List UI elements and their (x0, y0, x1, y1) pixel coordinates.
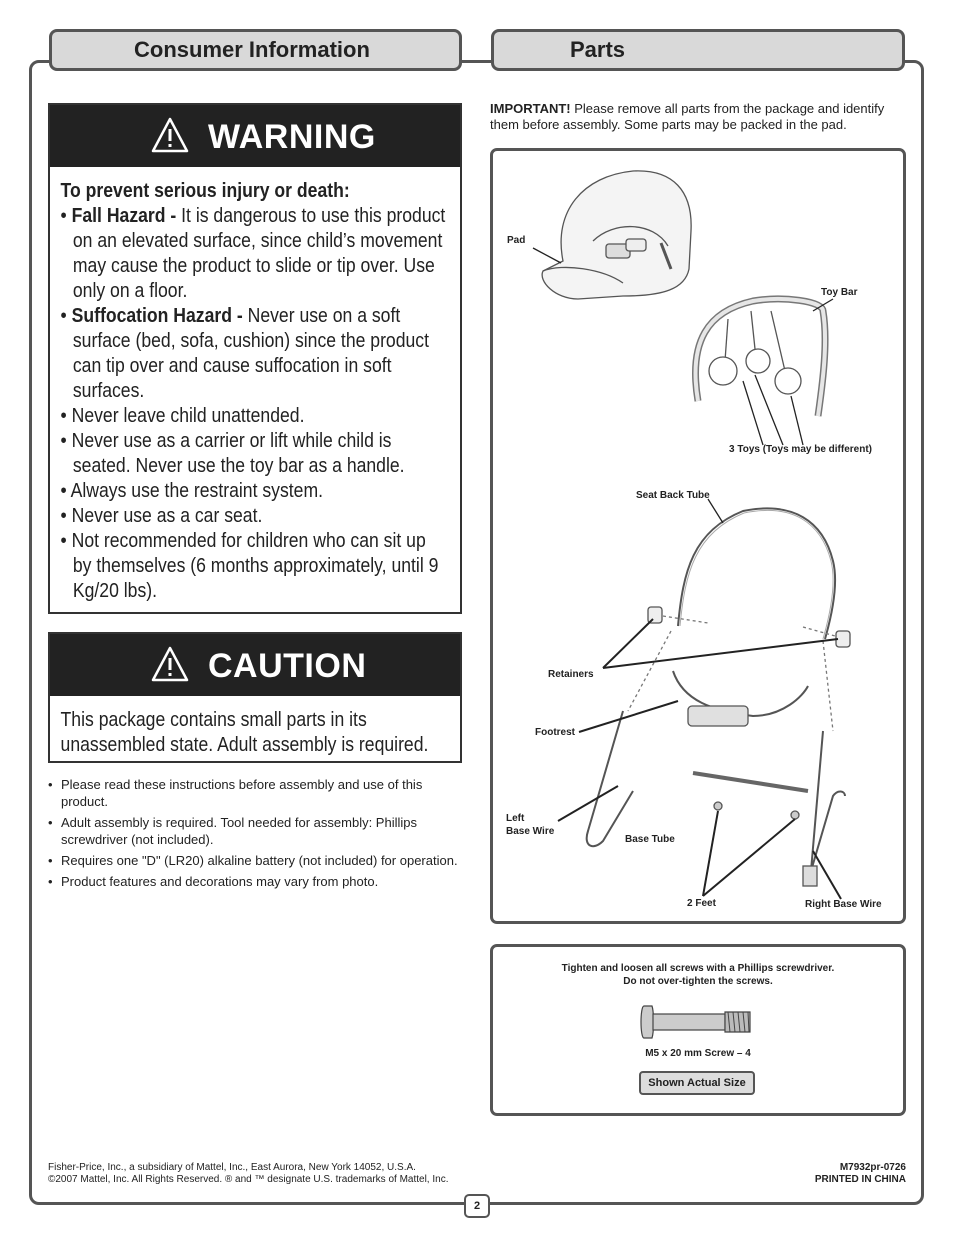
parts-illustration (493, 151, 903, 921)
footer-copyright (48, 1162, 448, 1186)
toy-3 (775, 368, 801, 394)
tab-parts-label: Parts (570, 37, 626, 62)
warning-item: • Suffocation Hazard - Never use on a soft surface (bed, sofa, cushion) since the product can tip over and cause suffocation in soft surfaces. (60, 305, 429, 402)
screw-caption: M5 x 20 mm Screw – 4 (645, 1048, 751, 1059)
warning-triangle-icon (150, 116, 190, 154)
screw-instruction-2: Do not over-tighten the screws. (623, 976, 773, 987)
consumer-notes (48, 776, 468, 894)
toy-2 (746, 349, 770, 373)
parts-box (490, 148, 906, 924)
caution-header (50, 634, 460, 696)
footer-code (815, 1162, 906, 1186)
tab-parts (491, 29, 905, 71)
screw-instruction-1: Tighten and loosen all screws with a Phillips screwdriver. (561, 963, 835, 974)
important-label: IMPORTANT! (490, 101, 571, 116)
important-note (490, 101, 910, 133)
footer-rights: ©2007 Mattel, Inc. All Rights Reserved. ® and ™ designate U.S. trademarks of Mattel, Inc. (48, 1174, 449, 1185)
label-left-base-wire-line1: Left (506, 813, 525, 824)
label-base-tube: Base Tube (625, 834, 675, 845)
label-footrest: Footrest (535, 727, 575, 738)
page-number: 2 (464, 1194, 490, 1218)
note-item: • Requires one "D" (LR20) alkaline battery (not included) for operation. (48, 852, 468, 869)
warning-item: • Never leave child unattended. (60, 405, 305, 427)
toy-1 (709, 357, 737, 385)
seat-back-tube-illustration (678, 508, 835, 639)
note-item: • Please read these instructions before assembly and use of this product. (48, 776, 468, 810)
footer-origin: PRINTED IN CHINA (814, 1174, 906, 1185)
warning-item: • Always use the restraint system. (60, 480, 324, 502)
note-item: • Product features and decorations may vary from photo. (48, 873, 468, 890)
warning-title: WARNING (208, 118, 376, 156)
base-tube-illustration (693, 773, 808, 791)
label-right-base-wire: Right Base Wire (805, 899, 882, 910)
important-text: Please remove all parts from the package and identify them before assembly. Some parts may be packed in the pad. (490, 101, 885, 132)
caution-title: CAUTION (208, 647, 367, 685)
warning-item: • Fall Hazard - It is dangerous to use this product on an elevated surface, since child’s movement may cause the product to slide or tip over. Use only on a floor. (60, 205, 446, 302)
screw-box (490, 944, 906, 1116)
left-base-wire-illustration (587, 711, 633, 846)
label-left-base-wire-line2: Base Wire (506, 826, 555, 837)
label-feet: 2 Feet (687, 898, 716, 909)
tab-consumer-information-label: Consumer Information (134, 37, 370, 62)
right-base-wire-illustration (811, 731, 845, 871)
warning-body (50, 167, 460, 604)
shown-actual-size-badge: Shown Actual Size (639, 1071, 755, 1095)
label-toy-bar: Toy Bar (821, 287, 858, 298)
label-toys: 3 Toys (Toys may be different) (729, 444, 872, 455)
warning-header (50, 105, 460, 167)
caution-text: This package contains small parts in its unassembled state. Adult assembly is required. (60, 709, 429, 756)
label-seat-back-tube: Seat Back Tube (636, 490, 710, 501)
label-retainers: Retainers (548, 669, 594, 680)
warning-item: • Never use as a carrier or lift while child is seated. Never use the toy bar as a handle. (60, 430, 405, 477)
caution-triangle-icon (150, 645, 190, 683)
label-pad: Pad (507, 235, 526, 246)
warning-item: • Not recommended for children who can sit up by themselves (6 months approximately, until 9 Kg/20 lbs). (60, 530, 439, 602)
caution-box (48, 632, 462, 763)
warning-box (48, 103, 462, 614)
screw-icon (638, 1002, 758, 1042)
footer-part-number: M7932pr-0726 (839, 1162, 906, 1173)
note-item: • Adult assembly is required. Tool needed for assembly: Phillips screwdriver (not included). (48, 814, 468, 848)
tab-consumer-information (49, 29, 462, 71)
warning-lead: To prevent serious injury or death: (60, 180, 350, 202)
warning-item: • Never use as a car seat. (60, 505, 263, 527)
footer-company: Fisher-Price, Inc., a subsidiary of Mattel, Inc., East Aurora, New York 14052, U.S.A. (48, 1162, 416, 1173)
